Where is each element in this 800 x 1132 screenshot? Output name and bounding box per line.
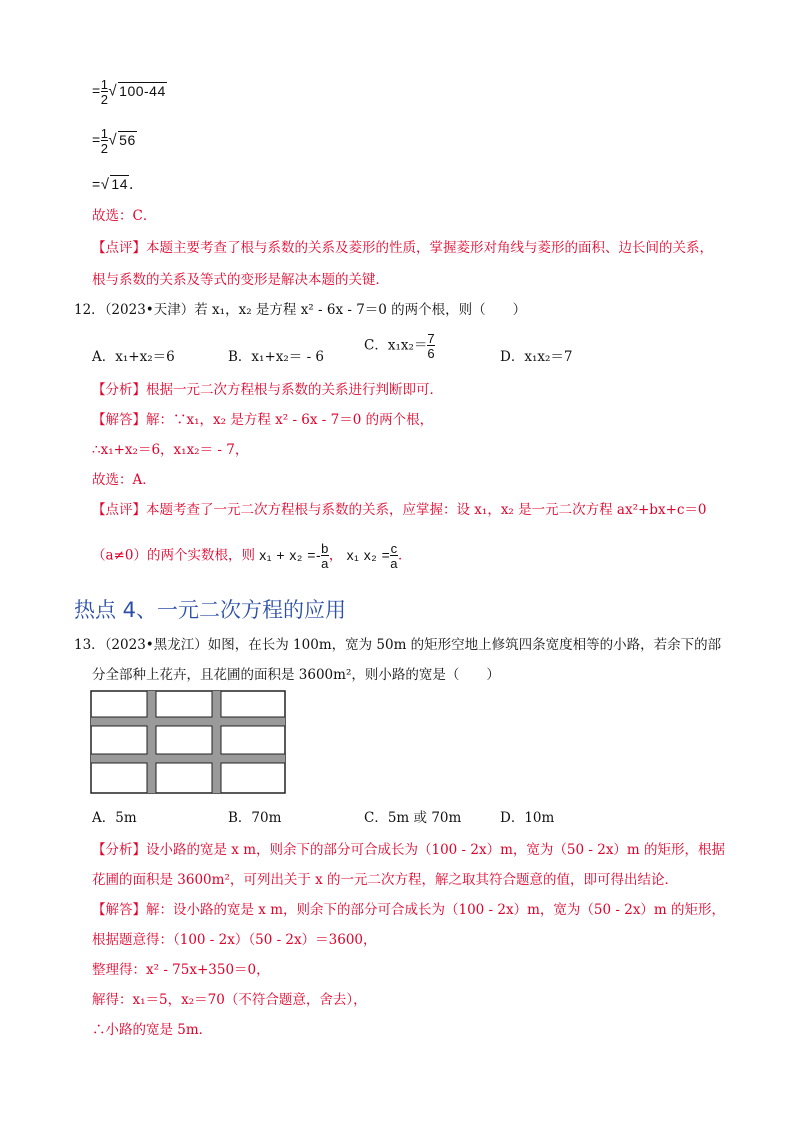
- q13-analysis-cont: 花圃的面积是 3600m²，可列出关于 x 的一元二次方程，解之取其符合题意的值，即可得出结论．: [92, 872, 679, 888]
- solution-step-2: = $\frac{1}{2}$ √ 56: [92, 126, 136, 156]
- formula-product: x₁ x₂ = $\frac{c}{a}$: [346, 541, 398, 571]
- q12-option-b: B．x₁+x₂＝ - 6: [228, 349, 325, 365]
- q12-stem: [74, 298, 526, 318]
- fraction: $\frac{7}{6}$: [427, 331, 436, 361]
- radical: 100-44: [119, 82, 166, 99]
- vertical-path: [212, 691, 221, 793]
- solution-step-3: =√ 14．: [92, 176, 144, 193]
- q13-answer-5: ∴小路的宽是 5m．: [92, 1022, 213, 1038]
- horizontal-path: [91, 717, 285, 726]
- fraction: $\frac{1}{2}$: [100, 77, 109, 107]
- q13-answer: 【解答】解：设小路的宽是 x m，则余下的部分可合成长为（100 - 2x）m，宽为（50 - 2x）m 的矩形，: [92, 902, 726, 918]
- fraction: $\frac{1}{2}$: [100, 126, 109, 156]
- question-number: 12．: [74, 302, 105, 318]
- q13-answer-2: 根据题意得：（100 - 2x）（50 - 2x）＝3600，: [92, 932, 377, 948]
- q13-option-a: A．5m: [92, 810, 137, 826]
- question-source: （2023•天津）: [104, 302, 195, 318]
- horizontal-path: [91, 754, 285, 763]
- q12-choice: 故选：A．: [92, 472, 156, 488]
- solution-step-1: = $\frac{1}{2}$ √ 100-44: [92, 77, 166, 107]
- equals-sign: =: [92, 176, 101, 192]
- q13-analysis: 【分析】设小路的宽是 x m，则余下的部分可合成长为（100 - 2x）m，宽为（50 - 2x）m 的矩形，根据: [92, 842, 726, 858]
- radical: 56: [119, 131, 136, 148]
- q11-comment: 【点评】本题主要考查了根与系数的关系及菱形的性质，掌握菱形对角线与菱形的面积、边长间的关系，: [92, 240, 713, 256]
- q11-choice: 故选：C．: [92, 208, 157, 224]
- radical: 14: [111, 176, 128, 192]
- vertical-path: [147, 691, 156, 793]
- q13-option-d: D．10m: [500, 810, 555, 826]
- question-text: 若 x₁，x₂ 是方程 x² - 6x - 7＝0 的两个根，则（ ）: [194, 302, 527, 318]
- equals-sign: =: [92, 82, 101, 99]
- q13-answer-4: 解得：x₁＝5，x₂＝70（不符合题意，舍去），: [92, 992, 367, 1008]
- q12-comment: 【点评】本题考查了一元二次方程根与系数的关系，应掌握：设 x₁，x₂ 是一元二次方程 ax²+bx+c＝0: [92, 502, 707, 518]
- q13-stem: 13．（2023•黑龙江）如图，在长为 100m，宽为 50m 的矩形空地上修筑四条宽度相等的小路，若余下的部: [74, 637, 722, 653]
- q12-answer-cont: ∴x₁+x₂＝6，x₁x₂＝ - 7，: [92, 442, 249, 458]
- equals-sign: =: [92, 131, 101, 148]
- q13-option-b: B．70m: [228, 810, 282, 826]
- q12-option-c: C．x₁x₂＝ $\frac{7}{6}$: [364, 331, 436, 361]
- q12-analysis: 【分析】根据一元二次方程根与系数的关系进行判断即可．: [92, 382, 443, 398]
- q13-answer-3: 整理得：x² - 75x+350＝0，: [92, 962, 270, 978]
- formula-sum: x₁ + x₂ =- $\frac{b}{a}$: [259, 541, 329, 571]
- q11-comment-cont: 根与系数的关系及等式的变形是解决本题的关键．: [92, 272, 389, 288]
- q12-comment-cont: （a≠0）的两个实数根，则 x₁ + x₂ =- $\frac{b}{a}$ ， x₁ x₂ = $\frac{c}{a}$ ．: [92, 541, 412, 571]
- q13-option-c: C．5m 或 70m: [364, 810, 462, 826]
- q12-option-a: A．x₁+x₂＝6: [92, 349, 175, 365]
- garden-path-figure: [90, 690, 286, 794]
- q12-answer: 【解答】解：∵x₁，x₂ 是方程 x² - 6x - 7＝0 的两个根，: [92, 412, 434, 428]
- section-heading: 热点 4、一元二次方程的应用: [74, 598, 347, 622]
- q12-option-d: D．x₁x₂＝7: [500, 349, 573, 365]
- q13-stem-cont: 分全部种上花卉，且花圃的面积是 3600m²，则小路的宽是（ ）: [92, 667, 500, 683]
